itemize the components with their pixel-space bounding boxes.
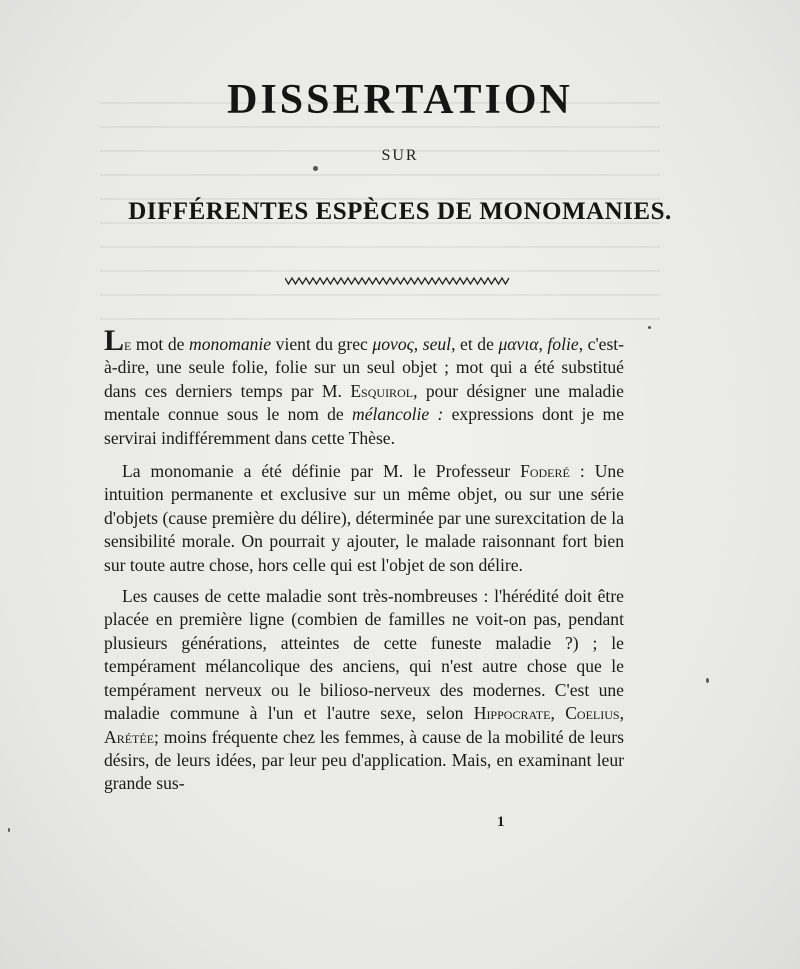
ornamental-rule (285, 276, 510, 285)
small-caps-word: e (124, 334, 132, 354)
page-title: DISSERTATION (227, 77, 573, 123)
text-run: expressions dont je me servirai indifféremment dans cette Thèse. (104, 404, 625, 448)
text-run: , (550, 703, 566, 724)
page-subtitle: DIFFÉRENTES ESPÈCES DE MONOMANIES. (128, 198, 672, 225)
paragraph-1 (104, 326, 624, 450)
body-text (104, 326, 624, 796)
drop-cap: L (104, 324, 125, 357)
greek-word: μανια (498, 334, 539, 354)
text-run: La monomanie a été définie par M. le Professeur (122, 461, 521, 482)
italic-term: mélancolie : (352, 404, 444, 425)
author-name: Hippocrate (473, 703, 551, 724)
italic-term: monomanie (189, 334, 272, 354)
text-run: , (413, 334, 423, 354)
text-run: , (538, 334, 548, 354)
ink-speck (706, 678, 709, 683)
author-name: Arétée (104, 726, 155, 747)
title-connector: SUR (381, 147, 419, 164)
text-run: mot de (131, 334, 190, 354)
text-run: , (619, 703, 624, 724)
text-run: vient du grec (271, 334, 373, 354)
ink-speck (648, 326, 651, 329)
paragraph-3 (104, 585, 624, 796)
text-run: , et de (451, 334, 499, 354)
author-name: Coelius (565, 703, 620, 724)
greek-word: μονος (372, 334, 414, 354)
paragraph-2 (104, 460, 624, 577)
text-run: ; moins fréquente chez les femmes, à cause de la mobilité de leurs désirs, de leurs idées, par leur peu d'application. Mais, en examinant leur grande sus- (104, 726, 624, 794)
text-run: : Une intuition permanente et exclusive sur un même objet, ou sur une série d'objets (cause première du délire), déterminée par une surexcitation de la sensibilité morale. On pourrait y ajouter, le malade raisonnant fort bien sur toute autre chose, hors celle qui est l'objet de son délire. (104, 461, 624, 575)
text-run: , pour désigner une maladie mentale connue sous le nom de (104, 380, 624, 425)
author-name: Foderé (520, 461, 570, 482)
italic-term: folie (547, 334, 579, 354)
page-number: 1 (497, 814, 505, 830)
author-name: Esquirol (350, 380, 414, 401)
ink-speck (8, 828, 10, 832)
text-run: Les causes de cette maladie sont très-nombreuses : l'hérédité doit être placée en première ligne (combien de familles ne voit-on pas, pendant plusieurs générations, atteintes de cette funeste maladie ?) ; le tempérament mélancolique des anciens, qui n'est autre chose que le tempérament nerveux ou le bilioso-nerveux des modernes. C'est une maladie commune à l'un et l'autre sexe, selon (104, 586, 624, 724)
text-run: , c'est-à-dire, une seule folie, folie sur un seul objet ; mot qui a été substitué dans ces derniers temps par M. (104, 334, 625, 401)
italic-term: seul (422, 334, 452, 354)
ink-speck (313, 166, 318, 171)
